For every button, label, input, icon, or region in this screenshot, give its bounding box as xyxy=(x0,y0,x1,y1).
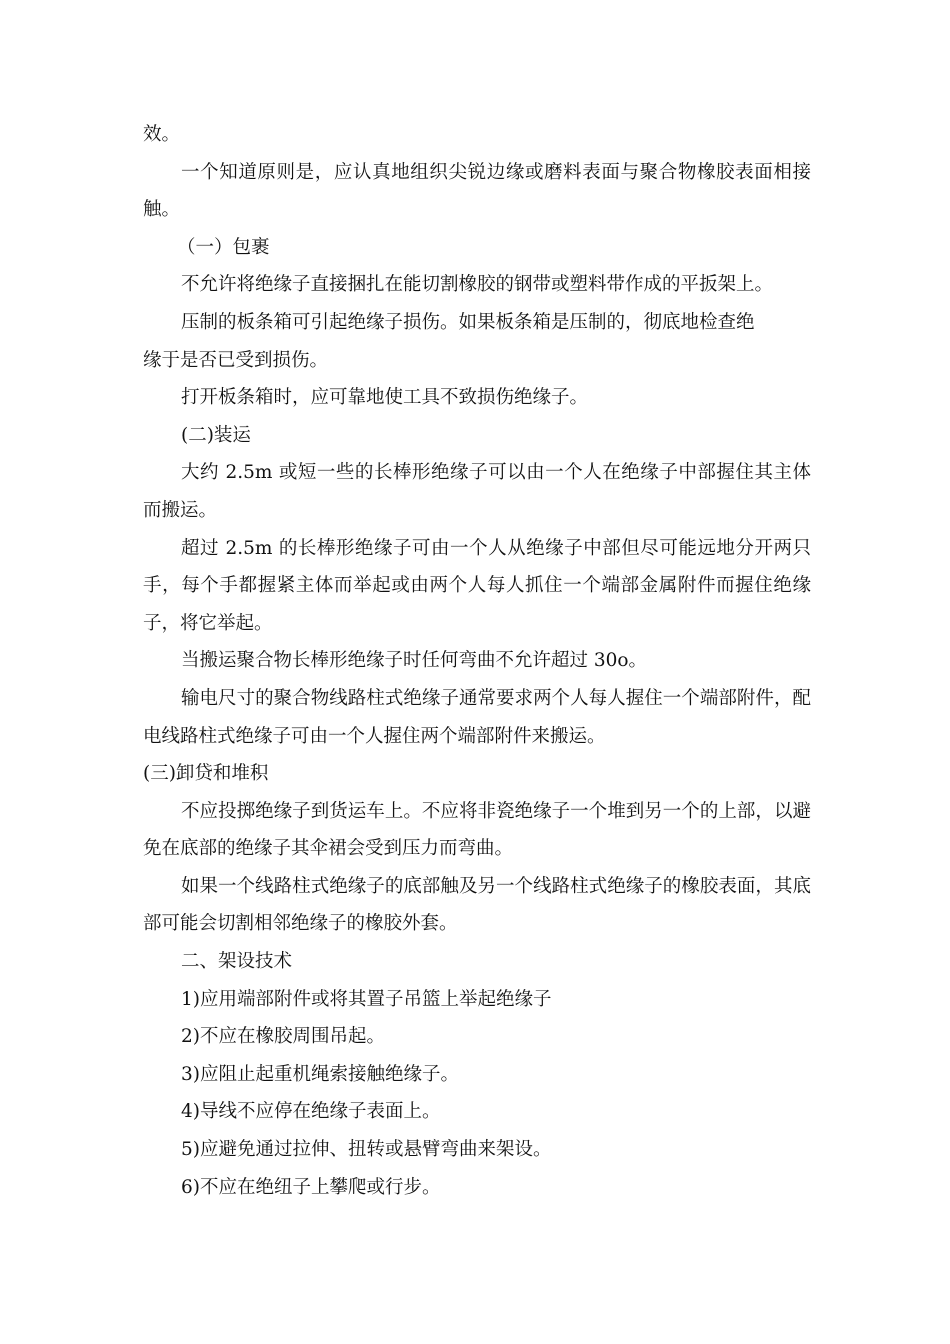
paragraph-bending-limit: 当搬运聚合物长棒形绝缘子时任何弯曲不允许超过 30o。 xyxy=(181,650,648,672)
paragraph-continued-ending: 效。 xyxy=(143,124,181,145)
document-body xyxy=(143,116,811,1206)
paragraph-contact-principle: 一个知道原则是，应认真地组织尖锐边缘或磨料表面与聚合物橡胶表面相接触。 xyxy=(143,161,811,221)
paragraph-crate-damage-line-2: 缘于是否已受到损伤。 xyxy=(143,349,329,371)
section-heading-installation: 二、架设技术 xyxy=(181,951,293,973)
paragraph-no-throwing-stacking: 不应投掷绝缘子到货运车上。不应将非瓷绝缘子一个堆到另一个的上部，以避免在底部的绝缘子其伞裙会受到压力而弯曲。 xyxy=(143,800,811,860)
list-item-5: 5)应避免通过拉伸、扭转或悬臂弯曲来架设。 xyxy=(181,1139,552,1161)
section-heading-unloading-stacking: (三)卸贷和堆积 xyxy=(143,763,269,785)
list-item-3: 3)应阻止起重机绳索接触绝缘子。 xyxy=(181,1063,459,1085)
paragraph-short-insulator-carry: 大约 2.5m 或短一些的长棒形绝缘子可以由一个人在绝缘子中部握住其主体而搬运。 xyxy=(143,462,811,521)
list-item-4: 4)导线不应停在绝缘子表面上。 xyxy=(181,1101,441,1123)
section-heading-packaging: （一）包裹 xyxy=(177,236,270,258)
paragraph-crate-damage xyxy=(143,304,811,379)
paragraph-opening-crate: 打开板条箱时，应可靠地使工具不致损伤绝缘子。 xyxy=(181,387,589,409)
paragraph-base-contact-damage: 如果一个线路柱式绝缘子的底部触及另一个线路柱式绝缘子的橡胶表面，其底部可能会切割相邻绝缘子的橡胶外套。 xyxy=(143,875,811,935)
section-heading-handling: (二)装运 xyxy=(181,424,251,446)
paragraph-long-insulator-carry: 超过 2.5m 的长棒形绝缘子可由一个人从绝缘子中部但尽可能远地分开两只手，每个手都握紧主体而举起或由两个人每人抓住一个端部金属附件而握住绝缘子，将它举起。 xyxy=(143,537,811,634)
paragraph-strapping-restriction: 不允许将绝缘子直接捆扎在能切割橡胶的钢带或塑料带作成的平扳架上。 xyxy=(181,274,774,296)
list-item-6: 6)不应在绝纽子上攀爬或行步。 xyxy=(181,1176,441,1198)
list-item-2: 2)不应在橡胶周围吊起。 xyxy=(181,1026,385,1048)
paragraph-post-insulator-carry: 输电尺寸的聚合物线路柱式绝缘子通常要求两个人每人握住一个端部附件，配电线路柱式绝缘子可由一个人握住两个端部附件来搬运。 xyxy=(143,687,811,747)
paragraph-crate-damage-line-1: 压制的板条箱可引起绝缘子损伤。如果板条箱是压制的，彻底地检查绝 xyxy=(181,311,755,333)
list-item-1: 1)应用端部附件或将其置子吊篮上举起绝缘子 xyxy=(181,988,552,1010)
